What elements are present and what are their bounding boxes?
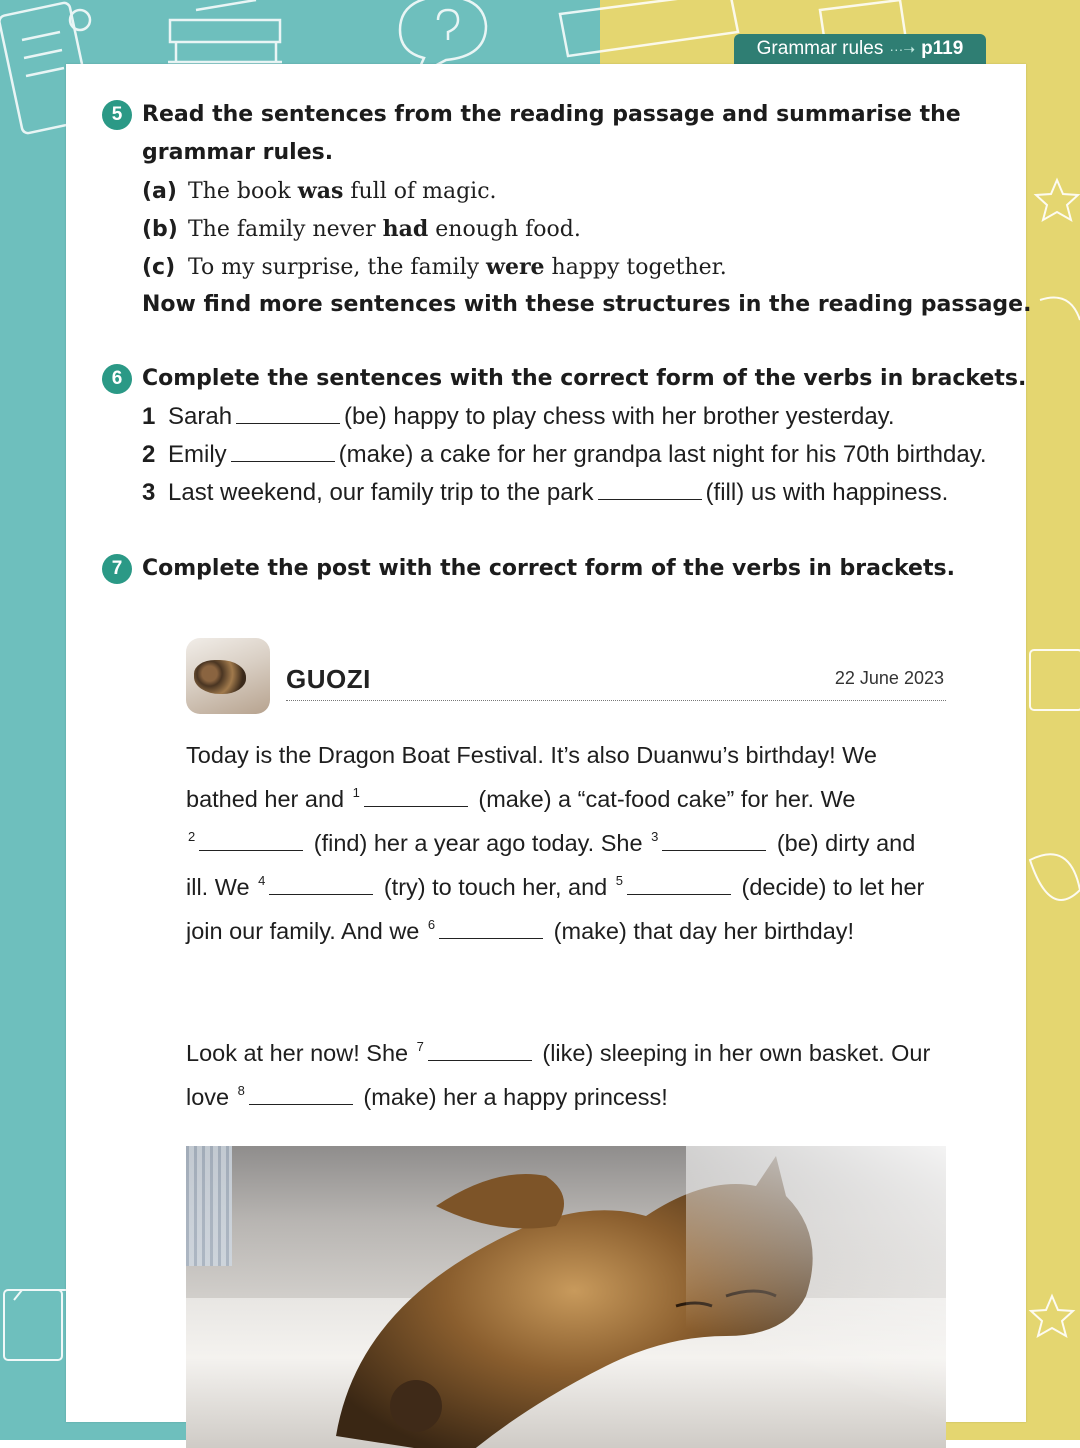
post-text: Today is the Dragon Boat Festival. It’s also Duanwu’s birthday! We	[186, 742, 877, 768]
diary-icon	[1030, 650, 1080, 710]
header-divider	[286, 700, 946, 701]
post-text: (make) her a happy princess!	[363, 1084, 668, 1110]
sentence-text: The family never	[188, 217, 383, 242]
highlighted-verb: was	[297, 178, 344, 204]
sentence-text: The book	[188, 179, 298, 204]
answer-blank[interactable]	[199, 832, 303, 851]
tab-label: Grammar rules	[756, 38, 884, 59]
example-sentence	[142, 248, 727, 287]
sentence-text: full of magic.	[343, 179, 497, 204]
blank-number: 5	[615, 873, 623, 888]
blank-number: 7	[416, 1039, 424, 1054]
sentence-text: To my surprise, the family	[188, 255, 487, 280]
answer-blank[interactable]	[364, 788, 468, 807]
post-text: love	[186, 1084, 230, 1110]
answer-blank[interactable]	[236, 405, 340, 424]
item-label: (a)	[142, 179, 177, 204]
exercise-instruction: Read the sentences from the reading passage and summarise the	[142, 102, 961, 127]
highlighted-verb: had	[382, 216, 429, 242]
exercise-item	[142, 436, 987, 474]
post-date: 22 June 2023	[834, 668, 944, 688]
exercise-instruction-cont: grammar rules.	[142, 140, 334, 165]
post-username[interactable]: GUOZI	[286, 664, 371, 694]
exercise-number-badge: 5	[102, 100, 132, 130]
post-text: bathed her and	[186, 786, 345, 812]
tab-page-ref: p119	[921, 38, 964, 59]
item-text: (make) a cake for her grandpa last night for his 70th birthday.	[338, 441, 987, 468]
item-number: 2	[142, 441, 156, 468]
blank-number: 2	[188, 829, 196, 844]
post-text: (decide) to let her	[741, 874, 925, 900]
verb-sign-icon	[560, 0, 738, 56]
post-text: (be) dirty and	[776, 830, 916, 856]
blank-number: 3	[651, 829, 659, 844]
books-icon	[168, 0, 282, 62]
example-sentence	[142, 172, 497, 211]
letter-block-icon	[4, 1290, 70, 1360]
sentence-text: happy together.	[544, 255, 727, 280]
answer-blank[interactable]	[269, 876, 373, 895]
post-text: (find) her a year ago today. She	[313, 830, 643, 856]
highlighted-verb: were	[486, 254, 545, 280]
exercise-number-badge: 7	[102, 554, 132, 584]
example-sentence	[142, 210, 581, 249]
exercise-item	[142, 474, 948, 512]
exercise-6	[102, 360, 1027, 510]
post-text: (like) sleeping in her own basket. Our	[542, 1040, 931, 1066]
avatar[interactable]	[186, 638, 270, 714]
answer-blank[interactable]	[439, 920, 543, 939]
cat-thumbnail	[194, 660, 246, 694]
post-paragraph-1	[186, 736, 956, 950]
exercise-instruction: Complete the post with the correct form of the verbs in brackets.	[142, 556, 955, 581]
item-text: (be) happy to play chess with her brother yesterday.	[344, 403, 895, 430]
exercise-5	[102, 96, 1032, 326]
post-text: join our family. And we	[186, 918, 420, 944]
post-text: (make) a “cat-food cake” for her. We	[478, 786, 856, 812]
post-text: Look at her now! She	[186, 1040, 409, 1066]
item-label: (c)	[142, 255, 176, 280]
blank-number: 1	[352, 785, 360, 800]
post-paragraph-2	[186, 1028, 956, 1116]
arrow-right-icon: ···➝	[889, 40, 916, 57]
answer-blank[interactable]	[249, 1086, 353, 1105]
exercise-7	[102, 550, 1006, 590]
exercise-instruction: Complete the sentences with the correct form of the verbs in brackets.	[142, 366, 1027, 391]
item-label: (b)	[142, 217, 178, 242]
clock-doodle	[1030, 854, 1080, 900]
answer-blank[interactable]	[428, 1042, 532, 1061]
blank-number: 6	[427, 917, 436, 932]
item-text: Last weekend, our family trip to the park	[168, 479, 594, 506]
answer-blank[interactable]	[231, 443, 335, 462]
sunlight	[686, 1146, 946, 1448]
blank-number: 8	[237, 1083, 245, 1098]
post-text: (try) to touch her, and	[383, 874, 608, 900]
answer-blank[interactable]	[598, 481, 702, 500]
post-text: ill. We	[186, 874, 250, 900]
exercise-number-badge: 6	[102, 364, 132, 394]
exercise-item	[142, 398, 895, 436]
grammar-rules-tab[interactable]	[734, 34, 986, 64]
sentence-text: enough food.	[428, 217, 581, 242]
star-icon	[1036, 180, 1078, 220]
curve-doodle	[1040, 298, 1080, 321]
item-text: (fill) us with happiness.	[705, 479, 949, 506]
blank-number: 4	[258, 873, 266, 888]
answer-blank[interactable]	[662, 832, 766, 851]
exercise-followup: Now find more sentences with these structures in the reading passage.	[142, 292, 1032, 317]
cat-photo	[186, 1146, 946, 1448]
post-text: (make) that day her birthday!	[553, 918, 855, 944]
answer-blank[interactable]	[627, 876, 731, 895]
item-text: Sarah	[168, 403, 233, 430]
star-icon	[1031, 1296, 1073, 1336]
item-number: 1	[142, 403, 156, 430]
item-text: Emily	[168, 441, 227, 468]
worksheet-card	[66, 64, 1032, 1422]
item-number: 3	[142, 479, 156, 506]
